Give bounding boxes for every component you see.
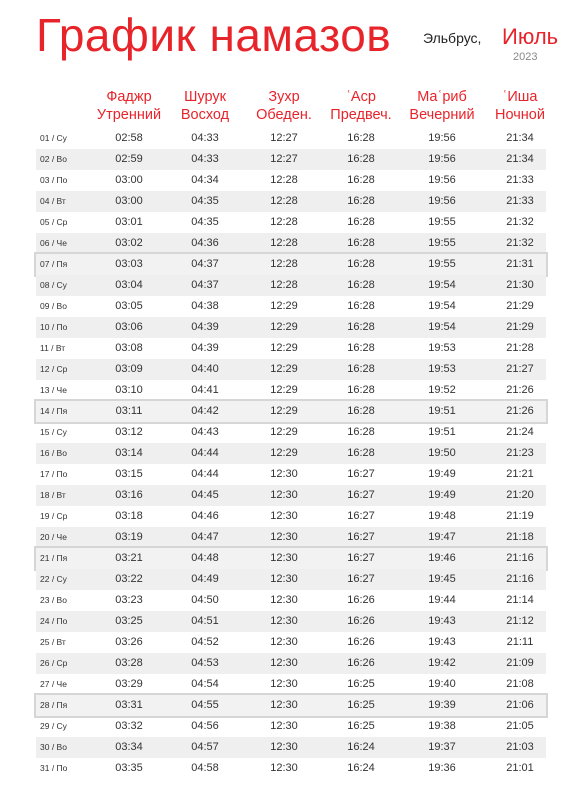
time-zuhr: 12:29 (270, 426, 298, 438)
time-asr: 16:27 (347, 573, 375, 585)
time-maghrib: 19:54 (428, 300, 456, 312)
time-asr: 16:28 (347, 300, 375, 312)
time-zuhr: 12:28 (270, 216, 298, 228)
time-maghrib: 19:56 (428, 132, 456, 144)
table-row (36, 401, 546, 422)
time-maghrib: 19:43 (428, 615, 456, 627)
time-fajr: 03:14 (115, 447, 143, 459)
time-zuhr: 12:30 (270, 699, 298, 711)
row-date: 01 / Су (40, 133, 67, 143)
time-shuruk: 04:57 (191, 741, 219, 753)
time-maghrib: 19:51 (428, 405, 456, 417)
time-fajr: 03:29 (115, 678, 143, 690)
time-isha: 21:09 (506, 657, 534, 669)
table-row (36, 170, 546, 191)
time-isha: 21:26 (506, 405, 534, 417)
time-zuhr: 12:30 (270, 678, 298, 690)
time-fajr: 02:58 (115, 132, 143, 144)
time-isha: 21:30 (506, 279, 534, 291)
time-maghrib: 19:53 (428, 342, 456, 354)
column-header-shuruk (161, 88, 249, 124)
time-maghrib: 19:49 (428, 468, 456, 480)
row-date: 26 / Ср (40, 658, 68, 668)
time-maghrib: 19:50 (428, 447, 456, 459)
time-maghrib: 19:55 (428, 258, 456, 270)
time-isha: 21:21 (506, 468, 534, 480)
time-maghrib: 19:54 (428, 279, 456, 291)
table-row (36, 149, 546, 170)
time-zuhr: 12:28 (270, 279, 298, 291)
time-fajr: 03:06 (115, 321, 143, 333)
column-header-asr-translation: Предвеч. (330, 107, 392, 123)
table-row (36, 611, 546, 632)
time-isha: 21:34 (506, 153, 534, 165)
time-fajr: 03:18 (115, 510, 143, 522)
time-isha: 21:29 (506, 300, 534, 312)
table-row (36, 527, 546, 548)
time-isha: 21:16 (506, 573, 534, 585)
row-date: 17 / По (40, 469, 68, 479)
time-fajr: 03:32 (115, 720, 143, 732)
time-zuhr: 12:27 (270, 132, 298, 144)
time-shuruk: 04:51 (191, 615, 219, 627)
time-zuhr: 12:28 (270, 258, 298, 270)
row-date: 29 / Су (40, 721, 67, 731)
time-asr: 16:25 (347, 678, 375, 690)
time-shuruk: 04:46 (191, 510, 219, 522)
column-header-zuhr-name: Зухр (268, 89, 300, 105)
table-row (36, 275, 546, 296)
month-label: Июль (502, 24, 559, 49)
time-zuhr: 12:29 (270, 363, 298, 375)
time-fajr: 03:23 (115, 594, 143, 606)
time-zuhr: 12:29 (270, 384, 298, 396)
time-fajr: 03:12 (115, 426, 143, 438)
table-row (36, 380, 546, 401)
table-row (36, 674, 546, 695)
time-maghrib: 19:43 (428, 636, 456, 648)
time-maghrib: 19:45 (428, 573, 456, 585)
time-asr: 16:24 (347, 762, 375, 774)
row-date: 05 / Ср (40, 217, 68, 227)
year-label: 2023 (513, 51, 538, 63)
time-isha: 21:26 (506, 384, 534, 396)
time-asr: 16:27 (347, 531, 375, 543)
time-shuruk: 04:33 (191, 132, 219, 144)
time-fajr: 03:00 (115, 195, 143, 207)
time-shuruk: 04:41 (191, 384, 219, 396)
row-date: 12 / Ср (40, 364, 68, 374)
time-zuhr: 12:30 (270, 636, 298, 648)
table-row (36, 506, 546, 527)
time-zuhr: 12:29 (270, 405, 298, 417)
column-header-asr-name: ʿАср (346, 89, 376, 105)
time-asr: 16:28 (347, 174, 375, 186)
row-date: 11 / Вт (40, 343, 66, 353)
time-zuhr: 12:29 (270, 342, 298, 354)
time-fajr: 03:01 (115, 216, 143, 228)
time-shuruk: 04:44 (191, 447, 219, 459)
time-isha: 21:33 (506, 195, 534, 207)
prayer-schedule-table (36, 128, 546, 779)
time-asr: 16:28 (347, 279, 375, 291)
time-maghrib: 19:46 (428, 552, 456, 564)
time-fajr: 03:15 (115, 468, 143, 480)
time-maghrib: 19:52 (428, 384, 456, 396)
column-header-isha-translation: Ночной (495, 107, 545, 123)
time-maghrib: 19:48 (428, 510, 456, 522)
time-fajr: 03:28 (115, 657, 143, 669)
time-isha: 21:12 (506, 615, 534, 627)
time-shuruk: 04:44 (191, 468, 219, 480)
time-asr: 16:28 (347, 132, 375, 144)
time-shuruk: 04:45 (191, 489, 219, 501)
table-row (36, 569, 546, 590)
time-shuruk: 04:54 (191, 678, 219, 690)
row-date: 21 / Пя (40, 553, 68, 563)
table-row (36, 191, 546, 212)
time-shuruk: 04:40 (191, 363, 219, 375)
time-maghrib: 19:37 (428, 741, 456, 753)
time-fajr: 03:34 (115, 741, 143, 753)
table-row (36, 548, 546, 569)
row-date: 14 / Пя (40, 406, 68, 416)
row-date: 03 / По (40, 175, 68, 185)
time-shuruk: 04:35 (191, 195, 219, 207)
time-isha: 21:24 (506, 426, 534, 438)
time-fajr: 03:09 (115, 363, 143, 375)
time-shuruk: 04:52 (191, 636, 219, 648)
time-asr: 16:28 (347, 384, 375, 396)
time-zuhr: 12:30 (270, 468, 298, 480)
time-shuruk: 04:56 (191, 720, 219, 732)
time-asr: 16:28 (347, 216, 375, 228)
row-date: 18 / Вт (40, 490, 66, 500)
time-isha: 21:23 (506, 447, 534, 459)
time-zuhr: 12:30 (270, 552, 298, 564)
table-row (36, 254, 546, 275)
time-maghrib: 19:56 (428, 195, 456, 207)
column-header-fajr (85, 88, 173, 124)
time-isha: 21:34 (506, 132, 534, 144)
time-maghrib: 19:40 (428, 678, 456, 690)
time-shuruk: 04:36 (191, 237, 219, 249)
time-asr: 16:24 (347, 741, 375, 753)
time-shuruk: 04:35 (191, 216, 219, 228)
row-date: 10 / По (40, 322, 68, 332)
table-row (36, 359, 546, 380)
time-shuruk: 04:47 (191, 531, 219, 543)
column-header-isha-name: ʿИша (502, 89, 538, 105)
location-label: Эльбрус, (423, 30, 482, 46)
row-date: 06 / Че (40, 238, 67, 248)
time-asr: 16:28 (347, 258, 375, 270)
column-header-zuhr (240, 88, 328, 124)
row-date: 28 / Пя (40, 700, 68, 710)
time-maghrib: 19:51 (428, 426, 456, 438)
time-fajr: 03:31 (115, 699, 143, 711)
table-row (36, 632, 546, 653)
time-zuhr: 12:30 (270, 762, 298, 774)
time-zuhr: 12:30 (270, 510, 298, 522)
time-asr: 16:25 (347, 699, 375, 711)
time-fajr: 03:22 (115, 573, 143, 585)
time-fajr: 03:02 (115, 237, 143, 249)
time-asr: 16:27 (347, 510, 375, 522)
time-maghrib: 19:55 (428, 216, 456, 228)
column-header-shuruk-translation: Восход (180, 107, 230, 123)
time-shuruk: 04:37 (191, 279, 219, 291)
time-maghrib: 19:55 (428, 237, 456, 249)
time-fajr: 03:25 (115, 615, 143, 627)
time-shuruk: 04:37 (191, 258, 219, 270)
time-isha: 21:28 (506, 342, 534, 354)
row-date: 13 / Че (40, 385, 67, 395)
time-asr: 16:26 (347, 636, 375, 648)
table-row (36, 212, 546, 233)
time-maghrib: 19:36 (428, 762, 456, 774)
time-asr: 16:28 (347, 237, 375, 249)
time-asr: 16:27 (347, 468, 375, 480)
time-zuhr: 12:28 (270, 174, 298, 186)
row-date: 19 / Ср (40, 511, 68, 521)
column-header-zuhr-translation: Обеден. (256, 107, 312, 123)
time-zuhr: 12:30 (270, 615, 298, 627)
time-shuruk: 04:38 (191, 300, 219, 312)
time-zuhr: 12:29 (270, 447, 298, 459)
time-fajr: 03:11 (115, 405, 143, 417)
time-asr: 16:27 (347, 552, 375, 564)
time-isha: 21:18 (506, 531, 534, 543)
time-zuhr: 12:28 (270, 195, 298, 207)
row-date: 31 / По (40, 763, 68, 773)
time-zuhr: 12:30 (270, 594, 298, 606)
time-isha: 21:32 (506, 237, 534, 249)
table-row (36, 716, 546, 737)
time-maghrib: 19:49 (428, 489, 456, 501)
time-maghrib: 19:42 (428, 657, 456, 669)
time-asr: 16:25 (347, 720, 375, 732)
time-asr: 16:28 (347, 426, 375, 438)
time-maghrib: 19:44 (428, 594, 456, 606)
time-shuruk: 04:58 (191, 762, 219, 774)
time-isha: 21:06 (506, 699, 534, 711)
table-row (36, 485, 546, 506)
time-shuruk: 04:48 (191, 552, 219, 564)
time-asr: 16:28 (347, 153, 375, 165)
table-row (36, 128, 546, 149)
time-fajr: 03:10 (115, 384, 143, 396)
column-header-maghrib (398, 88, 486, 124)
time-maghrib: 19:38 (428, 720, 456, 732)
time-zuhr: 12:29 (270, 300, 298, 312)
row-date: 04 / Вт (40, 196, 66, 206)
time-shuruk: 04:50 (191, 594, 219, 606)
time-isha: 21:01 (506, 762, 534, 774)
time-isha: 21:03 (506, 741, 534, 753)
time-fajr: 03:03 (115, 258, 143, 270)
row-date: 16 / Во (40, 448, 67, 458)
time-isha: 21:20 (506, 489, 534, 501)
time-isha: 21:33 (506, 174, 534, 186)
time-isha: 21:05 (506, 720, 534, 732)
time-maghrib: 19:56 (428, 174, 456, 186)
time-zuhr: 12:30 (270, 573, 298, 585)
table-row (36, 464, 546, 485)
table-row (36, 422, 546, 443)
time-asr: 16:28 (347, 321, 375, 333)
time-fajr: 03:05 (115, 300, 143, 312)
table-row (36, 695, 546, 716)
row-date: 22 / Су (40, 574, 67, 584)
row-date: 30 / Во (40, 742, 67, 752)
column-header-shuruk-name: Шурук (184, 89, 226, 105)
column-header-fajr-translation: Утренний (96, 107, 162, 123)
time-asr: 16:26 (347, 615, 375, 627)
row-date: 25 / Вт (40, 637, 66, 647)
row-date: 20 / Че (40, 532, 67, 542)
table-row (36, 443, 546, 464)
time-fajr: 03:35 (115, 762, 143, 774)
time-shuruk: 04:39 (191, 342, 219, 354)
time-isha: 21:31 (506, 258, 534, 270)
time-fajr: 03:16 (115, 489, 143, 501)
time-shuruk: 04:34 (191, 174, 219, 186)
time-fajr: 03:00 (115, 174, 143, 186)
column-header-fajr-name: Фаджр (106, 89, 152, 105)
row-date: 02 / Во (40, 154, 67, 164)
time-asr: 16:27 (347, 489, 375, 501)
time-asr: 16:28 (347, 195, 375, 207)
time-shuruk: 04:42 (191, 405, 219, 417)
time-asr: 16:28 (347, 342, 375, 354)
time-maghrib: 19:54 (428, 321, 456, 333)
row-date: 09 / Во (40, 301, 67, 311)
time-fajr: 02:59 (115, 153, 143, 165)
time-fajr: 03:19 (115, 531, 143, 543)
time-fajr: 03:08 (115, 342, 143, 354)
table-row (36, 590, 546, 611)
time-shuruk: 04:53 (191, 657, 219, 669)
table-row (36, 737, 546, 758)
row-date: 15 / Су (40, 427, 67, 437)
column-headers (0, 88, 580, 128)
time-fajr: 03:21 (115, 552, 143, 564)
time-asr: 16:26 (347, 657, 375, 669)
row-date: 08 / Су (40, 280, 67, 290)
time-shuruk: 04:49 (191, 573, 219, 585)
time-asr: 16:28 (347, 363, 375, 375)
column-header-isha (476, 88, 564, 124)
time-maghrib: 19:47 (428, 531, 456, 543)
time-maghrib: 19:53 (428, 363, 456, 375)
column-header-asr (317, 88, 405, 124)
time-zuhr: 12:30 (270, 531, 298, 543)
table-row (36, 338, 546, 359)
table-row (36, 296, 546, 317)
column-header-maghrib-translation: Вечерний (409, 107, 475, 123)
time-zuhr: 12:27 (270, 153, 298, 165)
time-fajr: 03:04 (115, 279, 143, 291)
time-asr: 16:28 (347, 405, 375, 417)
time-zuhr: 12:28 (270, 237, 298, 249)
time-isha: 21:16 (506, 552, 534, 564)
time-isha: 21:19 (506, 510, 534, 522)
row-date: 24 / По (40, 616, 68, 626)
time-zuhr: 12:29 (270, 321, 298, 333)
time-isha: 21:29 (506, 321, 534, 333)
row-date: 23 / Во (40, 595, 67, 605)
row-date: 27 / Че (40, 679, 67, 689)
table-row (36, 317, 546, 338)
table-row (36, 653, 546, 674)
time-fajr: 03:26 (115, 636, 143, 648)
time-isha: 21:14 (506, 594, 534, 606)
time-isha: 21:11 (506, 636, 534, 648)
page-title: График намазов (36, 9, 392, 61)
time-zuhr: 12:30 (270, 657, 298, 669)
time-shuruk: 04:33 (191, 153, 219, 165)
column-header-maghrib-name: Маʿриб (417, 89, 467, 105)
row-date: 07 / Пя (40, 259, 68, 269)
time-shuruk: 04:43 (191, 426, 219, 438)
time-asr: 16:28 (347, 447, 375, 459)
time-zuhr: 12:30 (270, 741, 298, 753)
time-zuhr: 12:30 (270, 720, 298, 732)
time-asr: 16:26 (347, 594, 375, 606)
table-row (36, 758, 546, 779)
time-isha: 21:32 (506, 216, 534, 228)
time-isha: 21:08 (506, 678, 534, 690)
time-maghrib: 19:39 (428, 699, 456, 711)
time-shuruk: 04:39 (191, 321, 219, 333)
time-maghrib: 19:56 (428, 153, 456, 165)
table-row (36, 233, 546, 254)
time-zuhr: 12:30 (270, 489, 298, 501)
time-isha: 21:27 (506, 363, 534, 375)
time-shuruk: 04:55 (191, 699, 219, 711)
